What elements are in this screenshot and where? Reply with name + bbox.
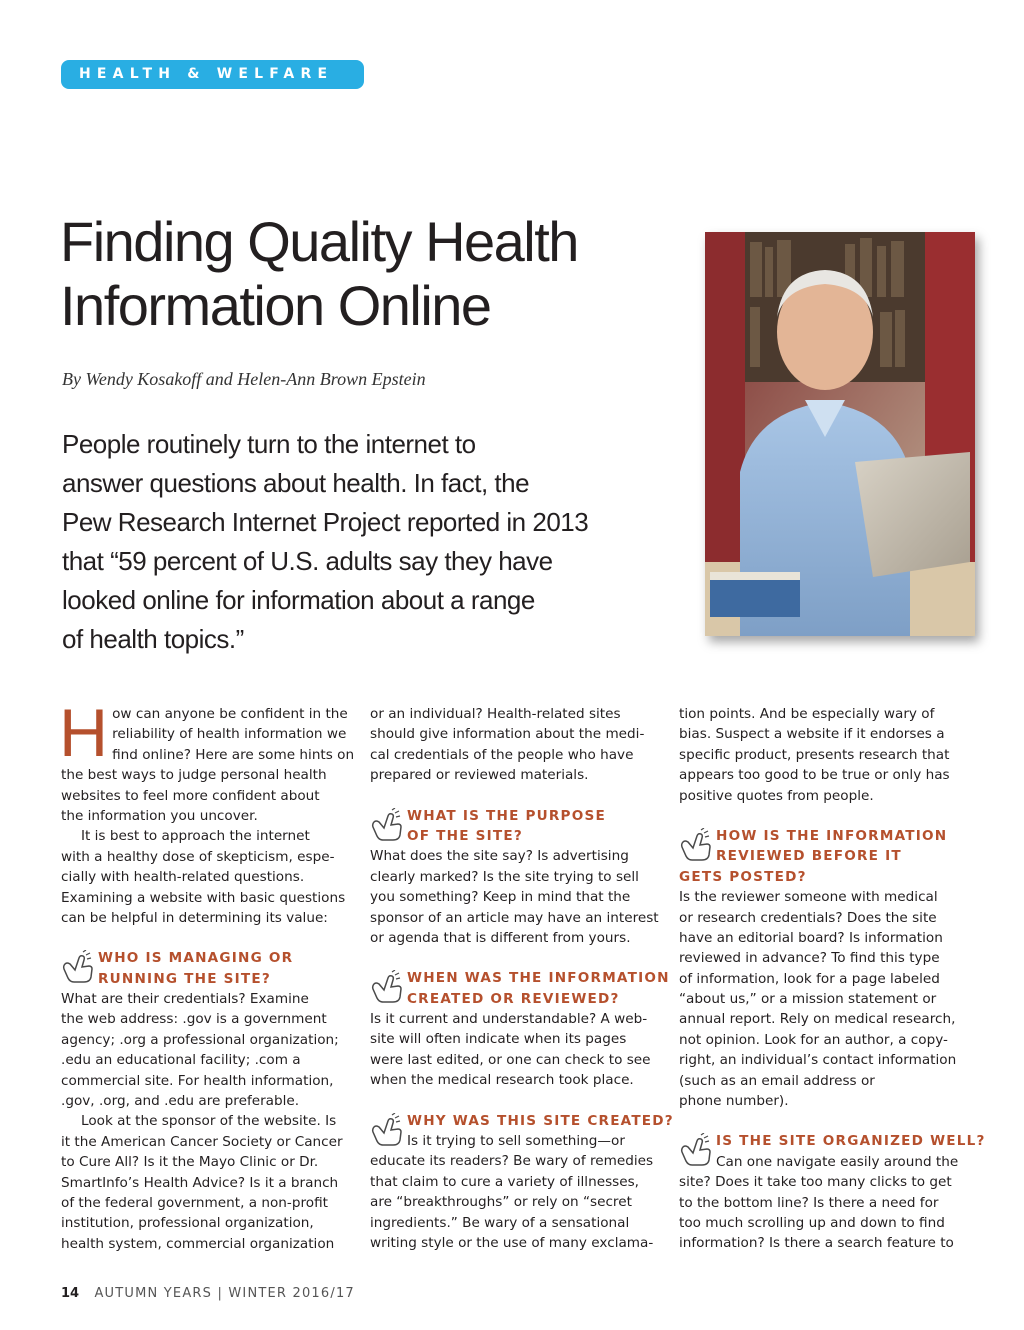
body-line: ow can anyone be confident in the — [112, 706, 348, 722]
article-column-3 — [679, 704, 986, 1254]
body-line: it the American Cancer Society or Cancer — [61, 1133, 343, 1150]
lede-line: of health topics.” — [62, 624, 244, 654]
body-line: specific product, presents research that — [679, 746, 950, 763]
body-line: .gov, .org, and .edu are preferable. — [61, 1093, 300, 1110]
body-line: writing style or the use of many exclama- — [370, 1234, 654, 1251]
pointing-hand-icon — [370, 970, 404, 1004]
subheading-created — [370, 968, 670, 1009]
article-column-2 — [370, 704, 674, 1253]
publication-info: AUTUMN YEARS | WINTER 2016/17 — [94, 1286, 355, 1301]
pointing-hand-icon — [370, 808, 404, 842]
body-line: clearly marked? Is the site trying to sell — [370, 868, 639, 885]
body-line: “about us,” or a mission statement or — [679, 991, 937, 1008]
body-line: cially with health-related questions. — [61, 869, 305, 886]
subheading-purpose — [370, 806, 660, 847]
lede-line: looked online for information about a range — [62, 585, 535, 615]
pointing-hand-icon — [370, 1113, 404, 1147]
body-line: site will often indicate when its pages — [370, 1031, 627, 1048]
subheading-line: IS THE SITE ORGANIZED WELL? — [716, 1133, 986, 1150]
subheading-reviewed — [679, 826, 969, 887]
body-line: of information, look for a page labeled — [679, 970, 940, 987]
title-line: Information Online — [60, 274, 491, 337]
article-title — [60, 210, 578, 338]
subheading-organized — [679, 1131, 986, 1172]
body-line: SmartInfo’s Health Advice? Is it a branch — [61, 1174, 339, 1191]
body-line: .edu an educational facility; .com a — [61, 1052, 301, 1069]
body-line: not opinion. Look for an author, a copy- — [679, 1031, 948, 1048]
body-line: positive quotes from people. — [679, 787, 874, 804]
body-line: the information you uncover. — [61, 807, 258, 824]
page-number: 14 — [61, 1286, 80, 1301]
drop-cap: H — [59, 695, 109, 771]
subheading-line: GETS POSTED? — [679, 868, 807, 885]
body-line: right, an individual’s contact information — [679, 1052, 957, 1069]
body-line: bias. Suspect a website if it endorses a — [679, 726, 945, 743]
lede-line: People routinely turn to the internet to — [62, 429, 476, 459]
body-line: sponsor of an article may have an interest — [370, 909, 659, 926]
body-line: the web address: .gov is a government — [61, 1011, 327, 1028]
article-photo — [705, 232, 975, 636]
body-line: It is best to approach the internet — [81, 828, 310, 845]
body-line: Is the reviewer someone with medical — [679, 889, 938, 906]
lede-line: Pew Research Internet Project reported in 2013 — [62, 507, 589, 537]
subheading-line: RUNNING THE SITE? — [98, 970, 271, 987]
subheading-managing — [61, 948, 351, 989]
subheading-line: OF THE SITE? — [407, 827, 523, 844]
body-line: appears too good to be true or only has — [679, 767, 950, 784]
pointing-hand-icon — [679, 1133, 713, 1167]
body-line: can be helpful in determining its value: — [61, 909, 328, 926]
body-line: reliability of health information we — [112, 726, 347, 743]
body-line: Is it trying to sell something—or — [407, 1133, 625, 1150]
subheading-line: WHO IS MANAGING OR — [98, 950, 294, 967]
body-line: should give information about the medi- — [370, 726, 645, 743]
body-line: institution, professional organization, — [61, 1215, 314, 1232]
body-line: prepared or reviewed materials. — [370, 767, 589, 784]
body-line: agency; .org a professional organization; — [61, 1031, 339, 1048]
body-line: with a healthy dose of skepticism, espe- — [61, 848, 335, 865]
pointing-hand-icon — [679, 828, 713, 862]
subheading-why-created — [370, 1111, 674, 1152]
body-line: What does the site say? Is advertising — [370, 848, 629, 865]
body-line: find online? Here are some hints on — [112, 746, 355, 763]
section-tag — [61, 60, 364, 89]
body-line: you something? Keep in mind that the — [370, 889, 631, 906]
body-line: Look at the sponsor of the website. Is — [81, 1113, 337, 1130]
body-line: or research credentials? Does the site — [679, 909, 937, 926]
body-line: of the federal government, a non-profit — [61, 1194, 328, 1211]
body-line: the best ways to judge personal health — [61, 767, 327, 784]
body-line: Can one navigate easily around the — [716, 1153, 959, 1170]
pointing-hand-icon — [61, 950, 95, 984]
body-line: annual report. Rely on medical research, — [679, 1011, 956, 1028]
body-line: when the medical research took place. — [370, 1072, 634, 1089]
body-line: too much scrolling up and down to find — [679, 1214, 945, 1231]
body-line: tion points. And be especially wary of — [679, 706, 935, 722]
title-line: Finding Quality Health — [60, 210, 578, 273]
page-footer — [61, 1286, 355, 1301]
body-line: phone number). — [679, 1093, 789, 1110]
section-tag-label: HEALTH & WELFARE — [79, 66, 334, 82]
body-line: (such as an email address or — [679, 1072, 875, 1089]
body-line: health system, commercial organization — [61, 1235, 335, 1252]
article-column-1 — [59, 695, 355, 1254]
subheading-line: HOW IS THE INFORMATION — [716, 827, 948, 844]
body-line: to Cure All? Is it the Mayo Clinic or Dr. — [61, 1154, 319, 1171]
body-line: to the bottom line? Is there a need for — [679, 1194, 939, 1211]
body-line: or an individual? Health-related sites — [370, 706, 621, 722]
body-line: educate its readers? Be wary of remedies — [370, 1153, 654, 1170]
lede-line: that “59 percent of U.S. adults say they have — [62, 546, 553, 576]
body-line: were last edited, or one can check to see — [370, 1051, 651, 1068]
subheading-line: CREATED OR REVIEWED? — [407, 990, 620, 1007]
subheading-line: WHEN WAS THE INFORMATION — [407, 970, 670, 987]
body-line: site? Does it take too many clicks to get — [679, 1174, 952, 1191]
subheading-line: REVIEWED BEFORE IT — [716, 848, 902, 865]
body-line: information? Is there a search feature to — [679, 1235, 954, 1252]
body-line: have an editorial board? Is information — [679, 929, 943, 946]
body-line: Is it current and understandable? A web- — [370, 1011, 648, 1028]
body-line: that claim to cure a variety of illnesses, — [370, 1173, 639, 1190]
body-line: or agenda that is different from yours. — [370, 929, 631, 946]
body-line: What are their credentials? Examine — [61, 991, 309, 1008]
body-line: commercial site. For health information, — [61, 1072, 334, 1089]
byline: By Wendy Kosakoff and Helen-Ann Brown Epstein — [62, 369, 426, 389]
body-line: websites to feel more confident about — [61, 787, 320, 804]
lede-paragraph — [62, 425, 682, 659]
body-line: ingredients.” Be wary of a sensational — [370, 1214, 630, 1231]
body-line: are “breakthroughs” or rely on “secret — [370, 1194, 632, 1211]
subheading-line: WHY WAS THIS SITE CREATED? — [407, 1112, 674, 1129]
body-line: Examining a website with basic questions — [61, 889, 346, 906]
body-line: reviewed in advance? To find this type — [679, 950, 940, 967]
subheading-line: WHAT IS THE PURPOSE — [407, 807, 606, 824]
body-line: cal credentials of the people who have — [370, 746, 634, 763]
lede-line: answer questions about health. In fact, the — [62, 468, 530, 498]
